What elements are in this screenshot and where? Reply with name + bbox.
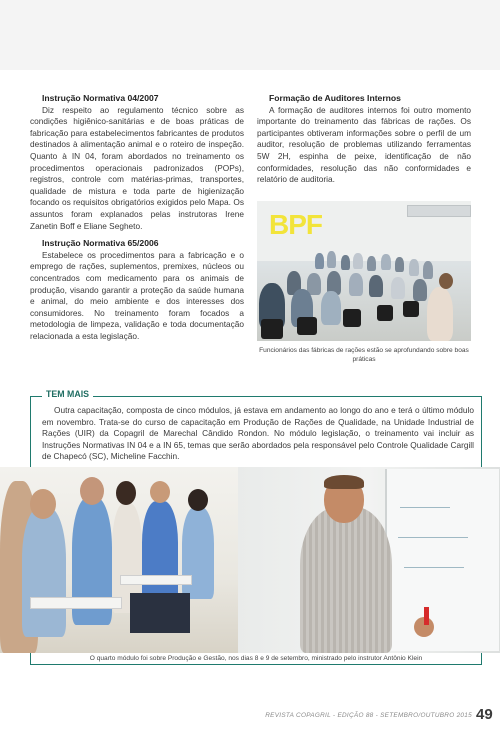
chair xyxy=(377,305,393,321)
paragraph-auditores: A formação de auditores internos foi outro momento importante do treinamento das fábricas de rações. Os participantes obtiveram informações sobre o perfil de um auditor, resolução de problemas utilizando ferramentas 5W 2H, espinha de peixe, identificação de não conformidades, resolução das não conformidades e relatório de auditoria. xyxy=(257,104,471,185)
participant xyxy=(116,481,136,505)
participant xyxy=(80,477,104,505)
paragraph-in-04-2007: Diz respeito ao regulamento técnico sobre as condições higiênico-sanitárias e de boas práticas de fabricação para estabelecimentos fabricantes de produtos destinados à alimentação animal e o roteiro de inspeção. Quanto à IN 04, foram abordados no treinamento os procedimentos operacionais padronizados (POPs), registros, controle com matérias-primas, transportes, qualidade de mistura e toda parte de higienização focando os requisitos obrigatórios exigidos pelo Mapa. Os assuntos foram explanados pelas instrutoras Irene Zanetin Boff e Eliane Segheto. xyxy=(30,104,244,231)
bpf-sign: BPF xyxy=(269,209,322,240)
desk xyxy=(120,575,192,585)
magazine-footer: REVISTA COPAGRIL - EDIÇÃO 88 - SETEMBRO/OUTUBRO 2015 xyxy=(265,712,472,719)
participant xyxy=(353,253,363,269)
page-number: 49 xyxy=(476,706,493,723)
marker xyxy=(424,607,429,625)
chair xyxy=(261,319,283,339)
participant xyxy=(22,507,66,637)
photo2-caption: O quarto módulo foi sobre Produção e Gestão, nos dias 8 e 9 de setembro, ministrado pelo instrutor Antônio Klein xyxy=(89,655,423,662)
whiteboard xyxy=(385,469,499,651)
participant xyxy=(30,489,56,519)
paragraph-in-65-2006: Estabelece os procedimentos para a fabricação e o emprego de rações, suplementos, premixes, núcleos ou concentrados com medicamento para os animais de produção, visando garantir a proteção da saúde humana e animal, do meio ambiente e dos interesses dos consumidores. No treinamento foram focados a metodologia de limpeza, validação e toda documentação relacionada a esta legislação. xyxy=(30,249,244,341)
heading-auditores: Formação de Auditores Internos xyxy=(269,93,401,103)
participant xyxy=(409,259,419,276)
participant xyxy=(182,507,214,599)
participant xyxy=(413,279,427,301)
participant xyxy=(341,255,350,270)
instructor xyxy=(300,507,392,653)
participant xyxy=(142,501,178,605)
participant xyxy=(315,253,324,269)
board-writing xyxy=(404,567,464,568)
heading-in-04-2007: Instrução Normativa 04/2007 xyxy=(42,93,159,103)
chair xyxy=(297,317,317,335)
training-room-photo xyxy=(257,201,471,341)
chair xyxy=(343,309,361,327)
trousers xyxy=(130,593,190,633)
participant xyxy=(439,273,453,289)
participant xyxy=(369,275,383,297)
participant xyxy=(381,254,391,270)
participant xyxy=(423,261,433,279)
heading-in-65-2006: Instrução Normativa 65/2006 xyxy=(42,238,159,249)
participant xyxy=(321,291,341,325)
top-band xyxy=(0,0,500,70)
right-column xyxy=(257,93,471,192)
participant xyxy=(367,256,376,271)
desk xyxy=(30,597,122,609)
participant xyxy=(188,489,208,511)
instructor-photo xyxy=(0,467,500,653)
tem-mais-frame-bottom xyxy=(30,664,482,665)
participant xyxy=(391,277,405,299)
participant xyxy=(327,251,336,268)
participant xyxy=(349,273,363,296)
left-column xyxy=(30,93,244,348)
participant xyxy=(395,257,404,272)
instructor-hair xyxy=(324,475,364,489)
photo-window xyxy=(407,205,471,217)
tem-mais-label: TEM MAIS xyxy=(42,389,93,399)
participant xyxy=(427,287,453,341)
board-writing xyxy=(400,507,450,508)
photo1-caption: Funcionários das fábricas de rações estão se aprofundando sobre boas práticas xyxy=(259,347,469,363)
board-writing xyxy=(398,537,468,538)
tem-mais-text: Outra capacitação, composta de cinco módulos, já estava em andamento ao longo do ano e terá o último módulo em novembro. Trata-se do curso de capacitação em Produção de Rações de Qualidade, na Unidade Industrial de Rações (UIR) da Copagril de Marechal Cândido Rondon. No módulo legislação, o treinamento vai incluir as Instruções Normativas IN 04 e a IN 65, temas que serão abordados pela responsável pelo Controle Qualidade Cargill de Chapecó (SC), Micheline Facchin. xyxy=(42,405,474,461)
chair xyxy=(403,301,419,317)
participant xyxy=(150,481,170,503)
